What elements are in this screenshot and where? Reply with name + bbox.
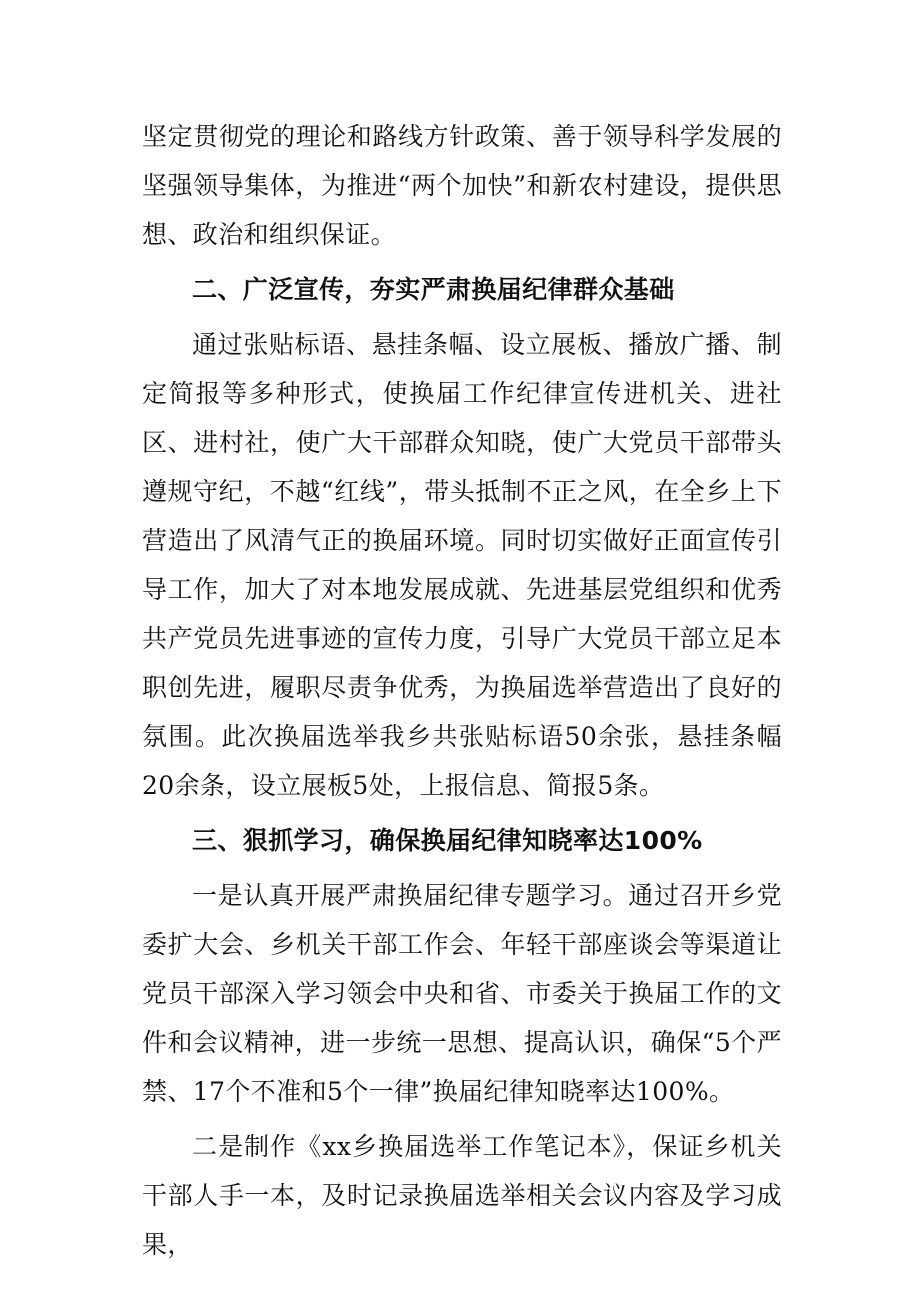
paragraph-study-1: 一是认真开展严肃换届纪律专题学习。通过召开乡党委扩大会、乡机关干部工作会、年轻干部座谈会等渠道让党员干部深入学习领会中央和省、市委关于换届工作的文件和会议精神，进一步统一思想、提高认识，确保“5个严禁、17个不准和5个一律”换届纪律知晓率达100%。 (142, 881, 782, 1106)
paragraph-publicity: 通过张贴标语、悬挂条幅、设立展板、播放广播、制定简报等多种形式，使换届工作纪律宣传进机关、进社区、进村社，使广大干部群众知晓，使广大党员干部带头遵规守纪，不越“红线”，带头抵制不正之风，在全乡上下营造出了风清气正的换届环境。同时切实做好正面宣传引导工作，加大了对本地发展成就、先进基层党组织和优秀共产党员先进事迹的宣传力度，引导广大党员干部立足本职创先进，履职尽责争优秀，为换届选举营造出了良好的氛围。此次换届选举我乡共张贴标语50余张，悬挂条幅20余条，设立展板5处，上报信息、简报5条。 (142, 330, 782, 800)
document-page (142, 112, 782, 1269)
section-heading-2: 二、广泛宣传，夯实严肃换届纪律群众基础 (192, 275, 675, 304)
paragraph-study-2: 二是制作《xx乡换届选举工作笔记本》，保证乡机关干部人手一本，及时记录换届选举相关会议内容及学习成果， (142, 1132, 782, 1259)
section-heading-3: 三、狠抓学习，确保换届纪律知晓率达100% (192, 826, 703, 855)
paragraph-continued: 坚定贯彻党的理论和路线方针政策、善于领导科学发展的坚强领导集体，为推进“两个加快”和新农村建设，提供思想、政治和组织保证。 (142, 122, 782, 249)
